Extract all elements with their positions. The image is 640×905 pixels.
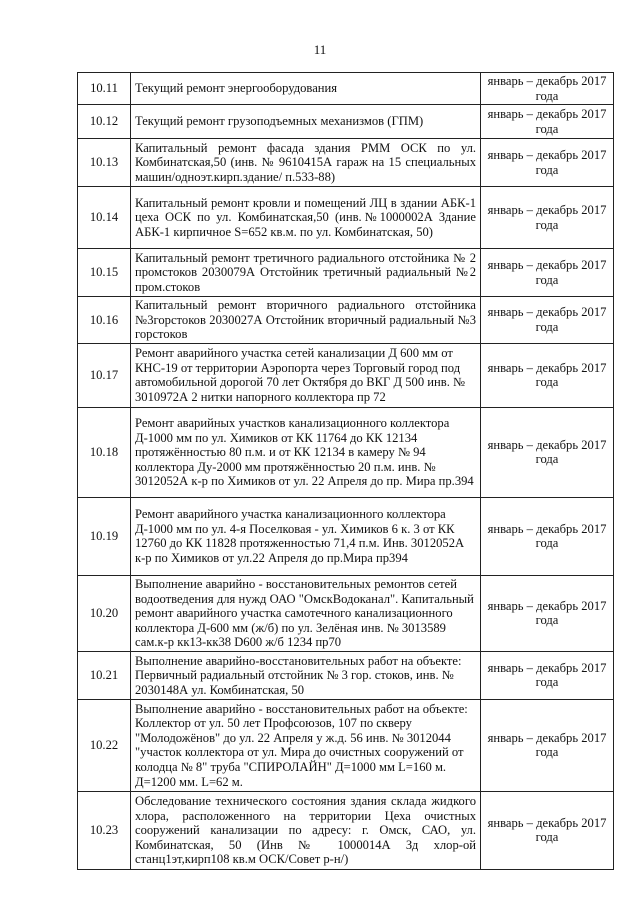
row-period: январь – декабрь 2017 года <box>481 407 614 497</box>
row-number: 10.18 <box>78 407 131 497</box>
row-number: 10.22 <box>78 699 131 791</box>
row-number: 10.11 <box>78 73 131 105</box>
page-number: 11 <box>313 42 327 57</box>
row-number: 10.14 <box>78 187 131 249</box>
row-description: Выполнение аварийно-восстановительных работ на объекте: Первичный радиальный отстойник № 3 гор. стоков, инв. № 2030148А ул. Комбинатская, 50 <box>131 651 481 699</box>
row-description: Выполнение аварийно - восстановительных ремонтов сетей водоотведения для нужд ОАО "ОмскВодоканал". Капитальный ремонт аварийного участка самотечного канализационного коллектора Д-600 мм (ж/б) по ул. Зелёная инв. № 3013589 сам.к-р кк13-кк38 D600 ж/б 1234 пр70 <box>131 575 481 651</box>
table-row <box>78 249 614 297</box>
row-description: Капитальный ремонт кровли и помещений ЛЦ в здании АБК-1 цеха ОСК по ул. Комбинатская,50 (инв.№1000002А Здание АБК-1 кирпичное S=652 кв.м. по ул. Комбинатская, 50) <box>131 187 481 249</box>
table-row <box>78 187 614 249</box>
row-description: Капитальный ремонт вторичного радиального отстойника №3горстоков 2030027А Отстойник вторичный радиальный №3 горстоков <box>131 297 481 344</box>
row-number: 10.16 <box>78 297 131 344</box>
table-row <box>78 407 614 497</box>
row-period: январь – декабрь 2017 года <box>481 73 614 105</box>
row-period: январь – декабрь 2017 года <box>481 699 614 791</box>
row-period: январь – декабрь 2017 года <box>481 297 614 344</box>
table-row <box>78 297 614 344</box>
row-description: Текущий ремонт грузоподъемных механизмов (ГПМ) <box>131 105 481 139</box>
row-number: 10.15 <box>78 249 131 297</box>
row-description: Ремонт аварийных участков канализационного коллектора Д-1000 мм по ул. Химиков от КК 11764 до КК 12134 протяжённостью 80 п.м. и от КК 12134 в камеру № 94 коллектора Ду-2000 мм протяжённостью 20 п.м. инв. № 3012052А к-р по Химиков от ул. 22 Апреля до пр. Мира пр.394 <box>131 407 481 497</box>
row-period: январь – декабрь 2017 года <box>481 105 614 139</box>
row-period: январь – декабрь 2017 года <box>481 651 614 699</box>
row-description: Ремонт аварийного участка канализационного коллектора Д-1000 мм по ул. 4-я Поселковая - ул. Химиков 6 к. 3 от КК 12760 до КК 11828 протяженностью 71,4 п.м. Инв. 3012052А к-р по Химиков от ул.22 Апреля до пр.Мира пр394 <box>131 497 481 575</box>
table-row <box>78 699 614 791</box>
row-number: 10.12 <box>78 105 131 139</box>
row-number: 10.13 <box>78 139 131 187</box>
row-period: январь – декабрь 2017 года <box>481 791 614 869</box>
row-period: январь – декабрь 2017 года <box>481 343 614 407</box>
row-description: Капитальный ремонт третичного радиального отстойника № 2 промстоков 2030079А Отстойник третичный радиальный №2 пром.стоков <box>131 249 481 297</box>
row-period: январь – декабрь 2017 года <box>481 139 614 187</box>
row-number: 10.21 <box>78 651 131 699</box>
table-row <box>78 651 614 699</box>
table-row <box>78 139 614 187</box>
row-period: январь – декабрь 2017 года <box>481 575 614 651</box>
row-number: 10.20 <box>78 575 131 651</box>
row-description: Выполнение аварийно - восстановительных работ на объекте: Коллектор от ул. 50 лет Профсоюзов, 107 по скверу "Молодожёнов" до ул. 22 Апреля у ж.д. 56 инв. № 3012044 "участок коллектора от ул. Мира до очистных сооружений от колодца № 8" труба "СПИРОЛАЙН" Д=1000 мм L=160 м. Д=1200 мм. L=62 м. <box>131 699 481 791</box>
row-period: январь – декабрь 2017 года <box>481 497 614 575</box>
row-number: 10.17 <box>78 343 131 407</box>
row-description: Капитальный ремонт фасада здания РММ ОСК по ул. Комбинатская,50 (инв. № 9610415А гараж на 15 специальных машин/одноэт.кирп.здание/ п.533-88) <box>131 139 481 187</box>
row-description: Текущий ремонт энергооборудования <box>131 73 481 105</box>
row-period: январь – декабрь 2017 года <box>481 187 614 249</box>
row-number: 10.19 <box>78 497 131 575</box>
row-description: Ремонт аварийного участка сетей канализации Д 600 мм от КНС-19 от территории Аэропорта через Торговый город под автомобильной дорогой 70 лет Октября до ВКГ Д 500 инв. № 3010972А 2 нитки напорного коллектора пр 72 <box>131 343 481 407</box>
table-row <box>78 575 614 651</box>
work-plan-table <box>77 72 614 870</box>
row-period: январь – декабрь 2017 года <box>481 249 614 297</box>
row-number: 10.23 <box>78 791 131 869</box>
table-row <box>78 343 614 407</box>
table-row <box>78 73 614 105</box>
table-row <box>78 105 614 139</box>
table-row <box>78 791 614 869</box>
row-description: Обследование технического состояния здания склада жидкого хлора, расположенного на территории Цеха очистных сооружений канализации по адресу: г. Омск, САО, ул. Комбинатская, 50 (Инв № 1000014А Зд хлор-ой станц1эт,кирп108 кв.м ОСК/Совет р-н/) <box>131 791 481 869</box>
table-row <box>78 497 614 575</box>
